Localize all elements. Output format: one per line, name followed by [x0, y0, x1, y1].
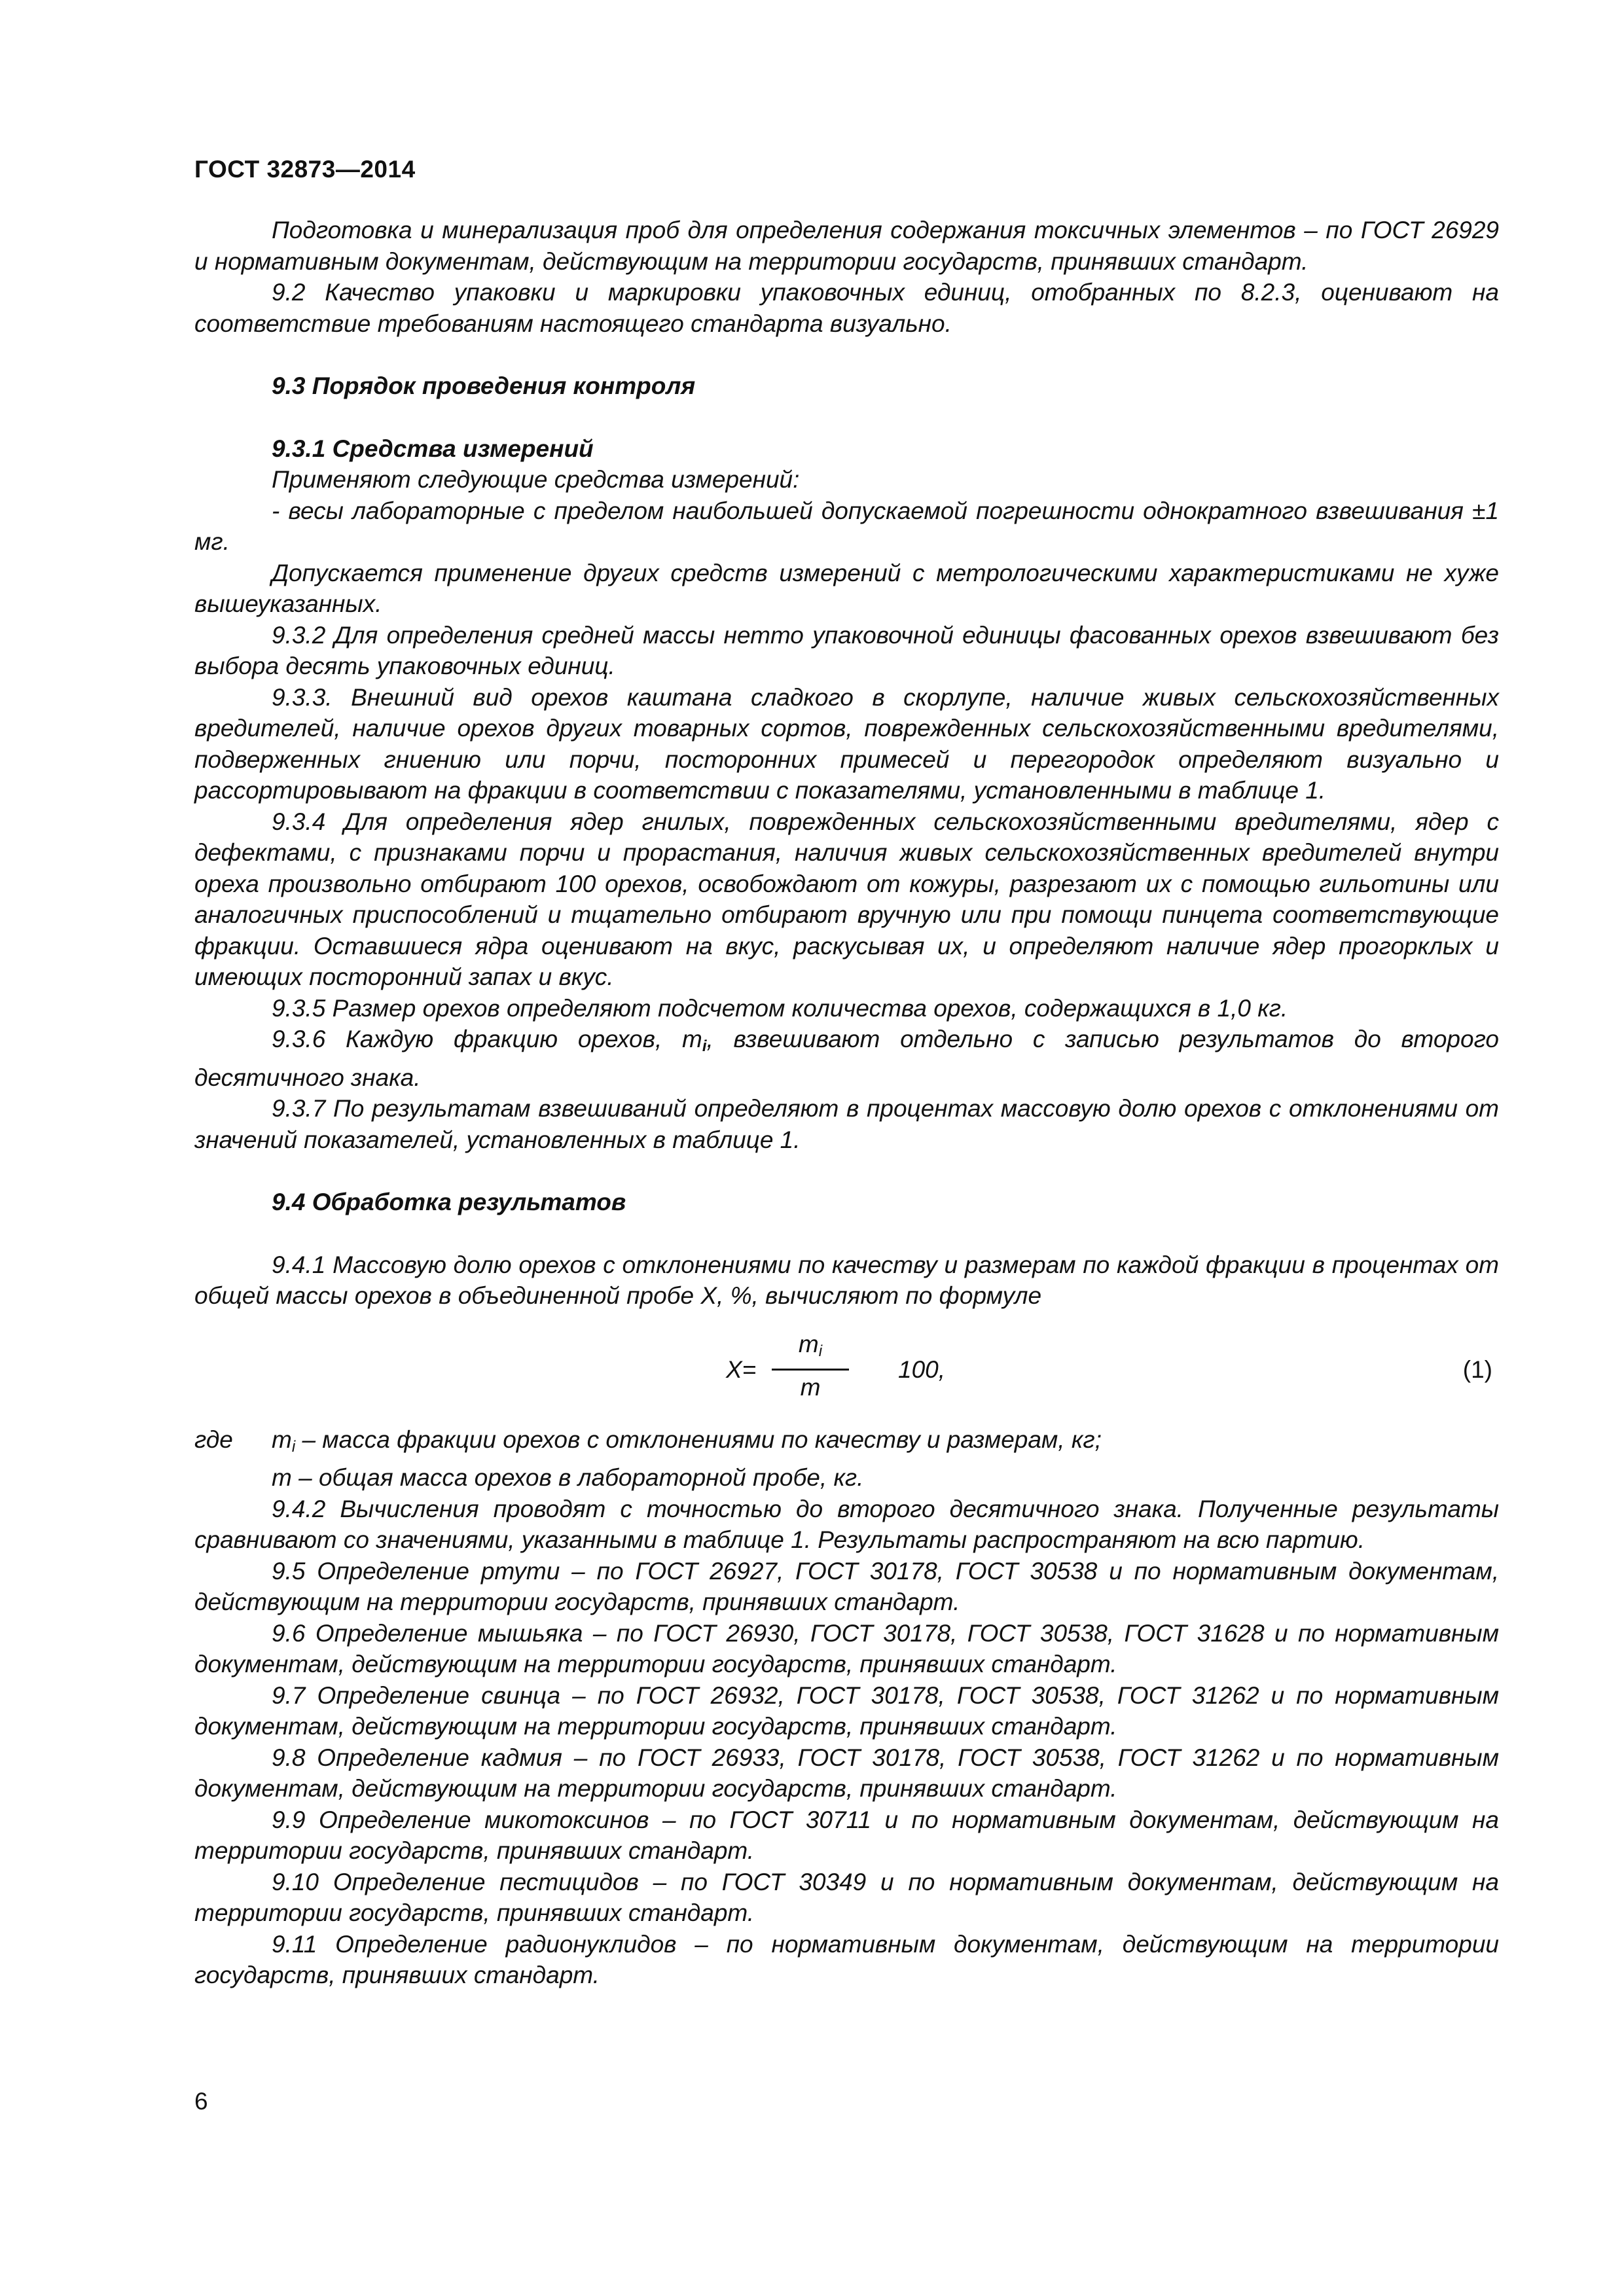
formula-numerator	[772, 1330, 849, 1366]
section-heading-9-3-1: 9.3.1 Средства измерений	[272, 435, 594, 462]
paragraph-9-9: 9.9 Определение микотоксинов – по ГОСТ 30711 и по нормативным документам, действующим на территории государств, принявших стандарт.	[194, 1806, 1499, 1864]
spacer	[194, 1218, 1499, 1249]
document-body	[194, 215, 1499, 1991]
paragraph-instruments-item: - весы лабораторные с пределом наибольшей допускаемой погрешности однократного взвешивания ±1 мг.	[194, 497, 1499, 555]
paragraph-9-4-2: 9.4.2 Вычисления проводят с точностью до второго десятичного знака. Полученные результаты сравнивают со значениями, указанными в таблице 1. Результаты распространяют на всю партию.	[194, 1495, 1499, 1553]
document-header: ГОСТ 32873—2014	[194, 156, 416, 183]
formula-fraction	[772, 1330, 849, 1402]
math-variable: m	[272, 1426, 292, 1453]
text-fragment: , взвешивают отдельно с записью результатов до второго десятичного знака.	[194, 1026, 1499, 1091]
formula-multiplier: 100,	[898, 1355, 946, 1383]
paragraph-9-3-6	[194, 1024, 1499, 1093]
formula-1	[194, 1323, 1499, 1416]
formula-lhs: X=	[726, 1355, 757, 1383]
paragraph-9-6: 9.6 Определение мышьяка – по ГОСТ 26930, ГОСТ 30178, ГОСТ 30538, ГОСТ 31628 и по нормативным документам, действующим на территории государств, принявших стандарт.	[194, 1619, 1499, 1677]
paragraph-9-3-7: 9.3.7 По результатам взвешиваний определяют в процентах массовую долю орехов с отклонениями от значений показателей, установленных в таблице 1.	[194, 1095, 1499, 1153]
paragraph-9-8: 9.8 Определение кадмия – по ГОСТ 26933, ГОСТ 30178, ГОСТ 30538, ГОСТ 31262 и по нормативным документам, действующим на территории государств, принявших стандарт.	[194, 1744, 1499, 1802]
paragraph-9-5: 9.5 Определение ртути – по ГОСТ 26927, ГОСТ 30178, ГОСТ 30538 и по нормативным документам, действующим на территории государств, принявших стандарт.	[194, 1557, 1499, 1615]
paragraph-9-11: 9.11 Определение радионуклидов – по нормативным документам, действующим на территории государств, принявших стандарт.	[194, 1930, 1499, 1988]
paragraph-sample-prep: Подготовка и минерализация проб для определения содержания токсичных элементов – по ГОСТ 26929 и нормативным документам, действующим на территории государств, принявших стандарт.	[194, 217, 1499, 275]
section-heading-9-3: 9.3 Порядок проведения контроля	[272, 372, 696, 399]
where-definition-m: m – общая масса орехов в лабораторной пробе, кг.	[272, 1464, 864, 1491]
math-subscript: i	[702, 1037, 707, 1055]
paragraph-instruments-other: Допускается применение других средств измерений с метрологическими характеристиками не хуже вышеуказанных.	[194, 559, 1499, 617]
where-row-1	[194, 1424, 1499, 1463]
spacer	[194, 339, 1499, 370]
fraction-bar	[772, 1369, 849, 1371]
page-number: 6	[194, 2088, 208, 2115]
paragraph-9-10: 9.10 Определение пестицидов – по ГОСТ 30349 и по нормативным документам, действующим на территории государств, принявших стандарт.	[194, 1868, 1499, 1926]
section-heading-9-4: 9.4 Обработка результатов	[272, 1189, 626, 1215]
spacer	[194, 1155, 1499, 1187]
formula-denominator: m	[800, 1373, 821, 1401]
math-subscript: i	[291, 1437, 296, 1456]
text-fragment: – масса фракции орехов с отклонениями по качеству и размерам, кг;	[295, 1426, 1102, 1453]
math-variable: m	[798, 1330, 819, 1357]
paragraph-9-3-3: 9.3.3. Внешний вид орехов каштана сладкого в скорлупе, наличие живых сельскохозяйственных вредителей, наличие орехов других товарных сортов, поврежденных сельскохозяйственными вредителями, подверженных гниению или порчи, посторонних примесей и перегородок определяют визуально и рассортировывают на фракции в соответствии с показателями, установленными в таблице 1.	[194, 683, 1499, 804]
math-subscript: i	[818, 1342, 823, 1360]
formula-number: (1)	[1462, 1355, 1492, 1383]
paragraph-9-3-2: 9.3.2 Для определения средней массы нетто упаковочной единицы фасованных орехов взвешивают без выбора десять упаковочных единиц.	[194, 621, 1499, 679]
paragraph-9-2: 9.2 Качество упаковки и маркировки упаковочных единиц, отобранных по 8.2.3, оценивают на соответствие требованиям настоящего стандарта визуально.	[194, 279, 1499, 337]
where-label: где	[194, 1426, 233, 1453]
paragraph-9-4-1: 9.4.1 Массовую долю орехов с отклонениями по качеству и размерам по каждой фракции в процентах от общей массы орехов в объединенной пробе X, %, вычисляют по формуле	[194, 1251, 1499, 1309]
paragraph-9-3-5: 9.3.5 Размер орехов определяют подсчетом количества орехов, содержащихся в 1,0 кг.	[272, 994, 1288, 1022]
paragraph-instruments-intro: Применяют следующие средства измерений:	[272, 466, 800, 493]
paragraph-9-3-4: 9.3.4 Для определения ядер гнилых, поврежденных сельскохозяйственными вредителями, ядер с дефектами, с признаками порчи и прорастания, наличия живых сельскохозяйственных вредителей внутри ореха произвольно отбирают 100 орехов, освобождают от кожуры, разрезают их с помощью гильотины или аналогичных приспособлений и тщательно отбирают вручную или при помощи пинцета соответствующие фракции. Оставшиеся ядра оценивают на вкус, раскусывая их, и определяют наличие ядер прогорклых и имеющих посторонний запах и вкус.	[194, 808, 1499, 990]
text-fragment: 9.3.6 Каждую фракцию орехов,	[272, 1026, 682, 1052]
spacer	[194, 402, 1499, 433]
math-variable: m	[682, 1026, 702, 1052]
paragraph-9-7: 9.7 Определение свинца – по ГОСТ 26932, ГОСТ 30178, ГОСТ 30538, ГОСТ 31262 и по нормативным документам, действующим на территории государств, принявших стандарт.	[194, 1681, 1499, 1740]
where-definition-mi	[272, 1424, 1499, 1463]
